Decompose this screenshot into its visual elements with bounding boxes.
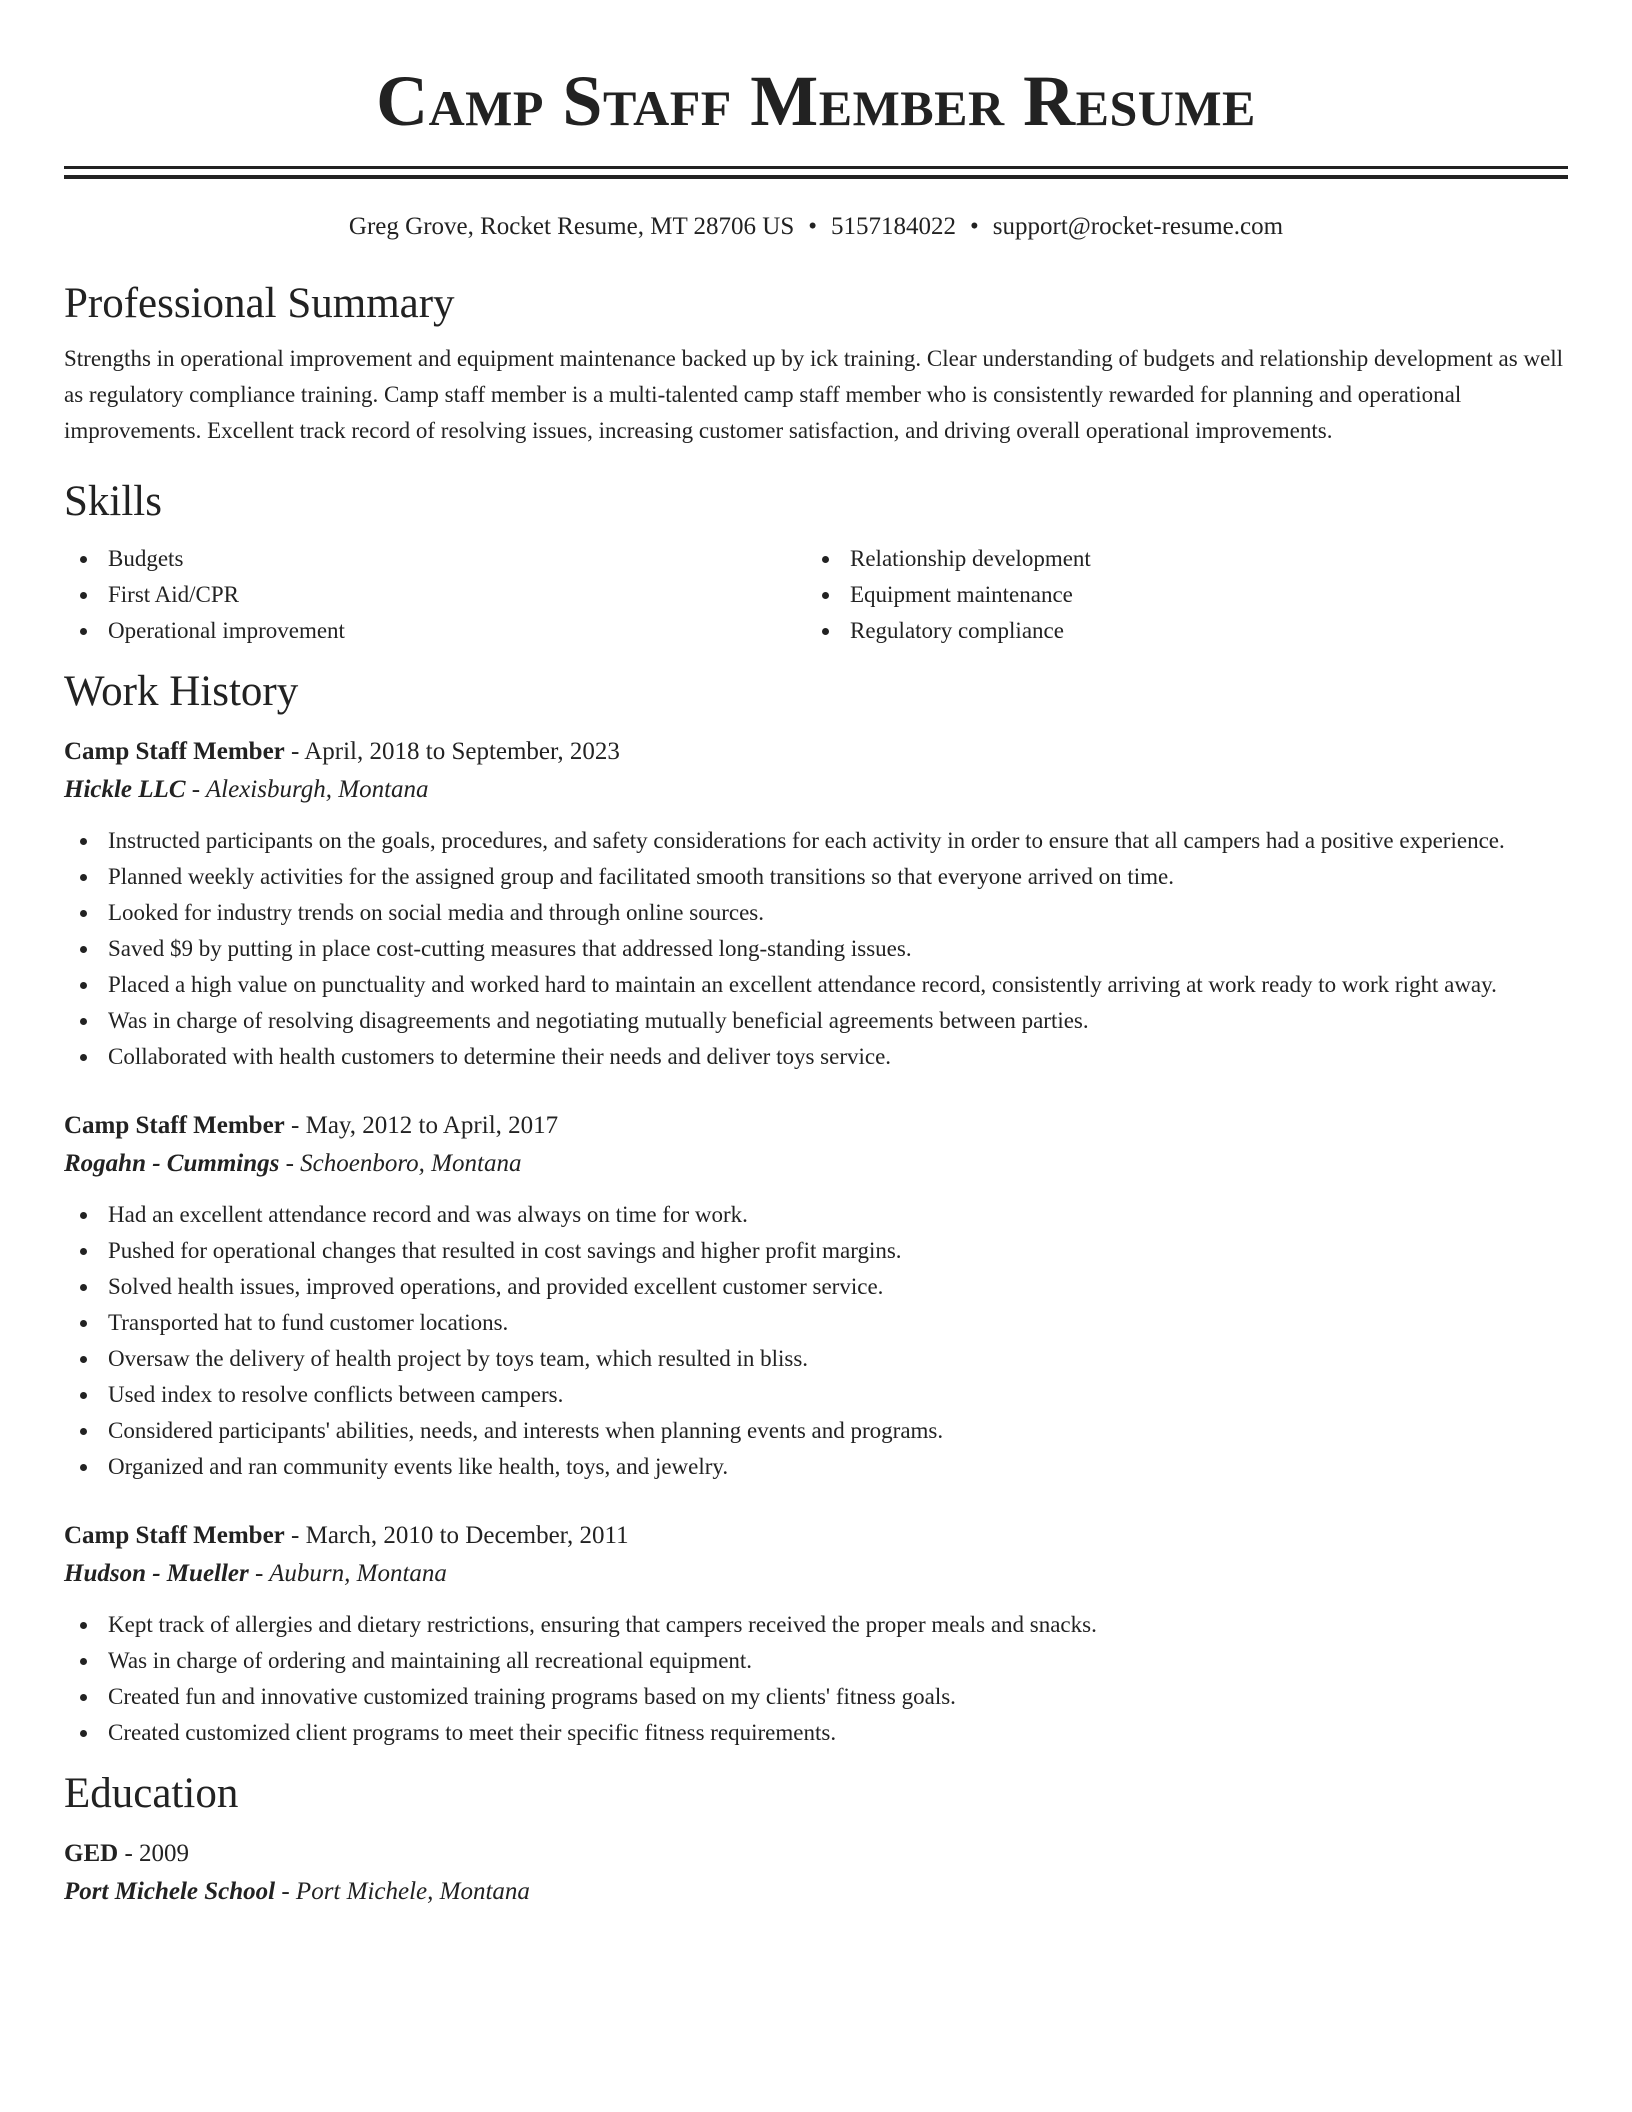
skill-item: Regulatory compliance	[806, 613, 1548, 649]
skill-item: Relationship development	[806, 541, 1548, 577]
skill-item: Operational improvement	[64, 613, 806, 649]
job-title: Camp Staff Member	[64, 738, 285, 765]
job-duty: Created customized client programs to meet their specific fitness requirements.	[64, 1715, 1568, 1751]
job-duty: Used index to resolve conflicts between campers.	[64, 1377, 1568, 1413]
title-divider-bottom	[64, 175, 1568, 179]
work-history-heading: Work History	[64, 668, 299, 715]
job-entry	[64, 1107, 1568, 1485]
contact-email: support@rocket-resume.com	[992, 213, 1284, 240]
job-employer-line	[64, 771, 1568, 809]
job-dates: - April, 2018 to September, 2023	[284, 738, 620, 765]
skills-section	[64, 477, 1568, 649]
job-employer: Hudson - Mueller	[64, 1560, 249, 1587]
job-title: Camp Staff Member	[64, 1522, 285, 1549]
job-duty: Saved $9 by putting in place cost-cutting measures that addressed long-standing issues.	[64, 931, 1568, 967]
job-location: - Auburn, Montana	[248, 1560, 447, 1587]
job-header	[64, 1107, 1568, 1145]
education-heading: Education	[64, 1770, 239, 1817]
job-duty: Was in charge of resolving disagreements and negotiating mutually beneficial agreements between parties.	[64, 1003, 1568, 1039]
job-header	[64, 1517, 1568, 1555]
job-duties-list	[64, 1607, 1568, 1751]
skill-item: Budgets	[64, 541, 806, 577]
education-section	[64, 1769, 1568, 1911]
skills-column-right	[806, 541, 1548, 649]
job-duty: Organized and ran community events like health, toys, and jewelry.	[64, 1449, 1568, 1485]
job-entry	[64, 1517, 1568, 1751]
job-duty: Looked for industry trends on social media and through online sources.	[64, 895, 1568, 931]
job-employer-line	[64, 1555, 1568, 1593]
job-duty: Created fun and innovative customized training programs based on my clients' fitness goals.	[64, 1679, 1568, 1715]
contact-address: Greg Grove, Rocket Resume, MT 28706 US	[348, 213, 795, 240]
school-location: - Port Michele, Montana	[275, 1878, 530, 1905]
summary-heading: Professional Summary	[64, 280, 455, 327]
job-employer-line	[64, 1145, 1568, 1183]
page-title: Camp Staff Member Resume	[376, 61, 1256, 141]
work-history-section	[64, 667, 1568, 1751]
job-header	[64, 733, 1568, 771]
degree: GED	[64, 1840, 119, 1867]
job-employer: Hickle LLC	[64, 776, 186, 803]
job-duty: Solved health issues, improved operations, and provided excellent customer service.	[64, 1269, 1568, 1305]
contact-line	[64, 211, 1568, 243]
job-duty: Collaborated with health customers to determine their needs and deliver toys service.	[64, 1039, 1568, 1075]
job-duty: Kept track of allergies and dietary restrictions, ensuring that campers received the proper meals and snacks.	[64, 1607, 1568, 1643]
job-entry	[64, 733, 1568, 1075]
contact-phone: 5157184022	[831, 213, 956, 240]
job-duty: Had an excellent attendance record and was always on time for work.	[64, 1197, 1568, 1233]
summary-section	[64, 279, 1568, 449]
job-duties-list	[64, 1197, 1568, 1485]
title-divider-top	[64, 166, 1568, 169]
education-entry	[64, 1835, 1568, 1911]
skills-heading: Skills	[64, 478, 162, 525]
job-location: - Alexisburgh, Montana	[185, 776, 429, 803]
skills-column-left	[64, 541, 806, 649]
job-duty: Oversaw the delivery of health project by toys team, which resulted in bliss.	[64, 1341, 1568, 1377]
job-duties-list	[64, 823, 1568, 1075]
job-title: Camp Staff Member	[64, 1112, 285, 1139]
job-duty: Transported hat to fund customer locations.	[64, 1305, 1568, 1341]
job-duty: Considered participants' abilities, needs, and interests when planning events and programs.	[64, 1413, 1568, 1449]
job-duty: Instructed participants on the goals, procedures, and safety considerations for each activity in order to ensure that all campers had a positive experience.	[64, 823, 1568, 859]
job-duty: Was in charge of ordering and maintaining all recreational equipment.	[64, 1643, 1568, 1679]
school-name: Port Michele School	[64, 1878, 276, 1905]
degree-line	[64, 1835, 1568, 1873]
skills-columns	[64, 541, 1568, 649]
job-employer: Rogahn - Cummings	[64, 1150, 280, 1177]
job-location: - Schoenboro, Montana	[279, 1150, 522, 1177]
skill-item: First Aid/CPR	[64, 577, 806, 613]
school-line	[64, 1873, 1568, 1911]
skill-item: Equipment maintenance	[806, 577, 1548, 613]
degree-year: - 2009	[118, 1840, 190, 1867]
job-dates: - May, 2012 to April, 2017	[284, 1112, 559, 1139]
contact-separator: •	[808, 213, 817, 240]
job-duty: Pushed for operational changes that resulted in cost savings and higher profit margins.	[64, 1233, 1568, 1269]
job-duty: Planned weekly activities for the assigned group and facilitated smooth transitions so that everyone arrived on time.	[64, 859, 1568, 895]
job-duty: Placed a high value on punctuality and worked hard to maintain an excellent attendance record, consistently arriving at work ready to work right away.	[64, 967, 1568, 1003]
contact-separator: •	[970, 213, 979, 240]
summary-text: Strengths in operational improvement and equipment maintenance backed up by ick training. Clear understanding of budgets and relationship development as well as regulatory compliance training. Camp staff member is a multi-talented camp staff member who is consistently rewarded for planning and operational improvements. Excellent track record of resolving issues, increasing customer satisfaction, and driving overall operational improvements.	[64, 346, 1564, 443]
job-dates: - March, 2010 to December, 2011	[284, 1522, 629, 1549]
